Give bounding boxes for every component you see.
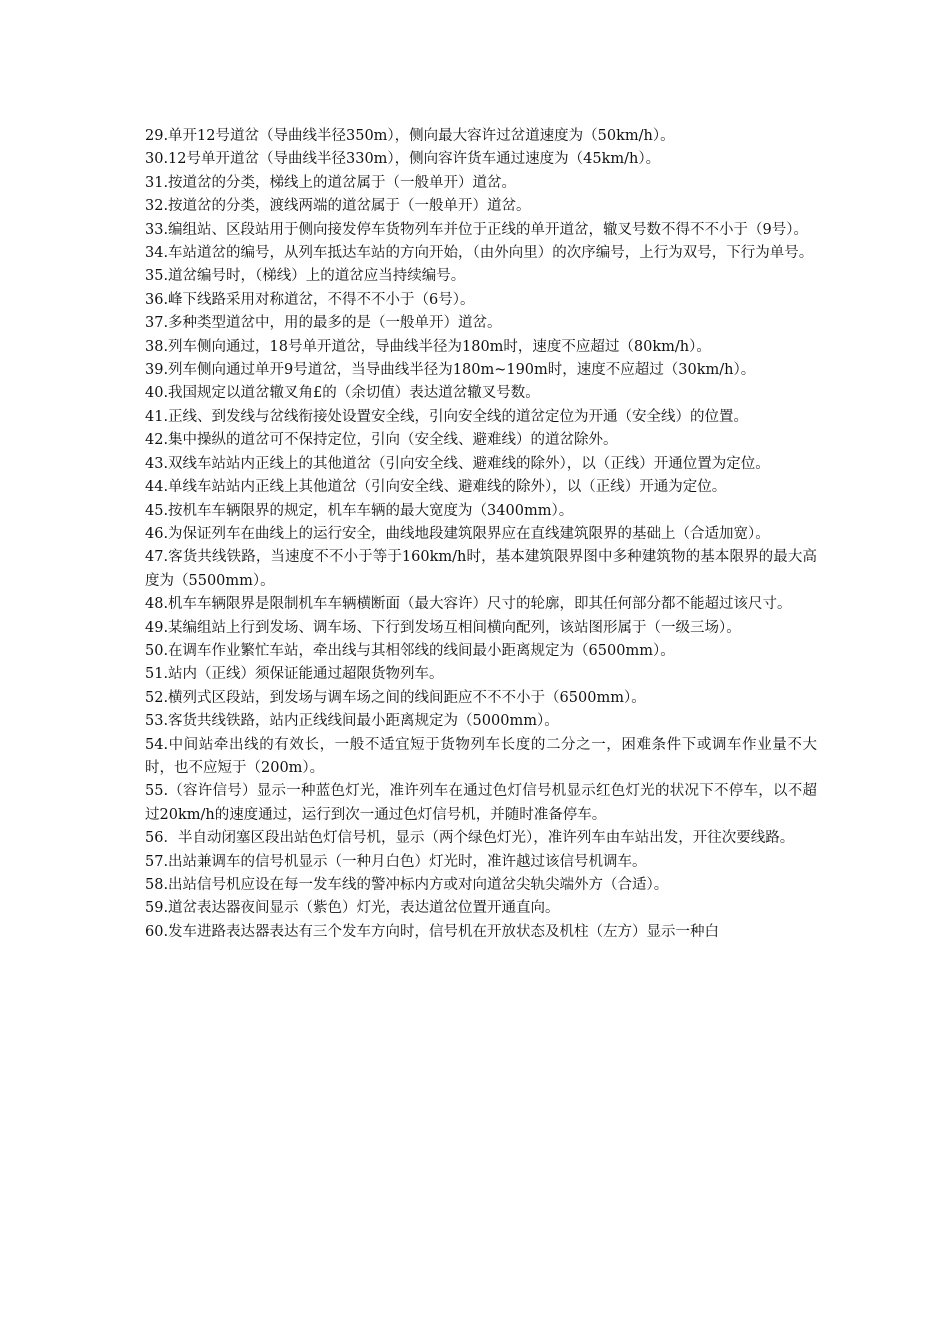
list-item: 34.车站道岔的编号，从列车抵达车站的方向开始，（由外向里）的次序编号，上行为双号，下行为单号。 xyxy=(145,245,814,262)
list-item: 52.横列式区段站，到发场与调车场之间的线间距应不不不小于（6500mm）。 xyxy=(145,689,646,706)
list-item: 33.编组站、区段站用于侧向接发停车货物列车并位于正线的单开道岔，辙叉号数不得不不小于（9号）。 xyxy=(145,221,809,238)
list-item: 29.单开12号道岔（导曲线半径350m），侧向最大容许过岔道速度为（50km/h）。 xyxy=(145,128,675,144)
list-item: 40.我国规定以道岔辙叉角£的（余切值）表达道岔辙叉号数。 xyxy=(145,385,540,402)
list-item: 53.客货共线铁路，站内正线线间最小距离规定为（5000mm）。 xyxy=(145,713,559,730)
list-item: 44.单线车站站内正线上其他道岔（引向安全线、避难线的除外），以（正线）开通为定位。 xyxy=(145,479,727,496)
list-item: 43.双线车站站内正线上的其他道岔（引向安全线、避难线的除外），以（正线）开通位置为定位。 xyxy=(145,455,770,472)
list-item: 55.（容许信号）显示一种蓝色灯光，准许列车在通过色灯信号机显示红色灯光的状况下不停车，以不超过20km/h的速度通过，运行到次一通过色灯信号机，并随时准备停车。 xyxy=(145,783,817,823)
list-item: 60.发车进路表达器表达有三个发车方向时，信号机在开放状态及机柱（左方）显示一种白 xyxy=(145,923,720,940)
list-item: 58.出站信号机应设在每一发车线的警冲标内方或对向道岔尖轨尖端外方（合适）。 xyxy=(145,877,669,893)
document-body xyxy=(145,125,817,944)
list-item: 51.站内（正线）须保证能通过超限货物列车。 xyxy=(145,666,444,683)
list-item: 30.12号单开道岔（导曲线半径330m），侧向容许货车通过速度为（45km/h）。 xyxy=(145,151,661,168)
list-item: 59.道岔表达器夜间显示（紫色）灯光，表达道岔位置开通直向。 xyxy=(145,900,560,917)
list-item: 35.道岔编号时，（梯线）上的道岔应当持续编号。 xyxy=(145,268,466,285)
list-item: 45.按机车车辆限界的规定，机车车辆的最大宽度为（3400mm）。 xyxy=(145,502,574,519)
list-item: 39.列车侧向通过单开9号道岔，当导曲线半径为180m~190m时，速度不应超过（30km/h）。 xyxy=(145,362,756,379)
list-item: 49.某编组站上行到发场、调车场、下行到发场互相间横向配列，该站图形属于（一级三场）。 xyxy=(145,619,741,636)
list-item: 46.为保证列车在曲线上的运行安全，曲线地段建筑限界应在直线建筑限界的基础上（合适加宽）。 xyxy=(145,525,770,542)
list-item: 31.按道岔的分类，梯线上的道岔属于（一般单开）道岔。 xyxy=(145,174,517,191)
list-item: 50.在调车作业繁忙车站，牵出线与其相邻线的线间最小距离规定为（6500mm）。 xyxy=(145,642,675,659)
list-item: 36.峰下线路采用对称道岔，不得不不小于（6号）。 xyxy=(145,291,475,308)
list-item: 32.按道岔的分类，渡线两端的道岔属于（一般单开）道岔。 xyxy=(145,198,531,215)
list-item: 54.中间站牵出线的有效长，一般不适宜短于货物列车长度的二分之一，困难条件下或调车作业量不大时，也不应短于（200m）。 xyxy=(145,736,817,776)
list-item: 48.机车车辆限界是限制机车车辆横断面（最大容许）尺寸的轮廓，即其任何部分都不能超过该尺寸。 xyxy=(145,596,792,613)
list-item: 56．半自动闭塞区段出站色灯信号机，显示（两个绿色灯光），准许列车由车站出发，开往次要线路。 xyxy=(145,830,795,847)
list-item: 41.正线、到发线与岔线衔接处设置安全线，引向安全线的道岔定位为开通（安全线）的位置。 xyxy=(145,408,749,425)
list-item: 38.列车侧向通过，18号单开道岔，导曲线半径为180m时，速度不应超过（80km/h）。 xyxy=(145,338,711,355)
list-item: 42.集中操纵的道岔可不保持定位，引向（安全线、避难线）的道岔除外。 xyxy=(145,432,618,449)
list-item: 37.多种类型道岔中，用的最多的是（一般单开）道岔。 xyxy=(145,315,502,332)
list-item: 47.客货共线铁路，当速度不不小于等于160km/h时，基本建筑限界图中多种建筑物的基本限界的最大高度为（5500mm）。 xyxy=(145,549,817,589)
list-item: 57.出站兼调车的信号机显示（一种月白色）灯光时，准许越过该信号机调车。 xyxy=(145,853,647,870)
